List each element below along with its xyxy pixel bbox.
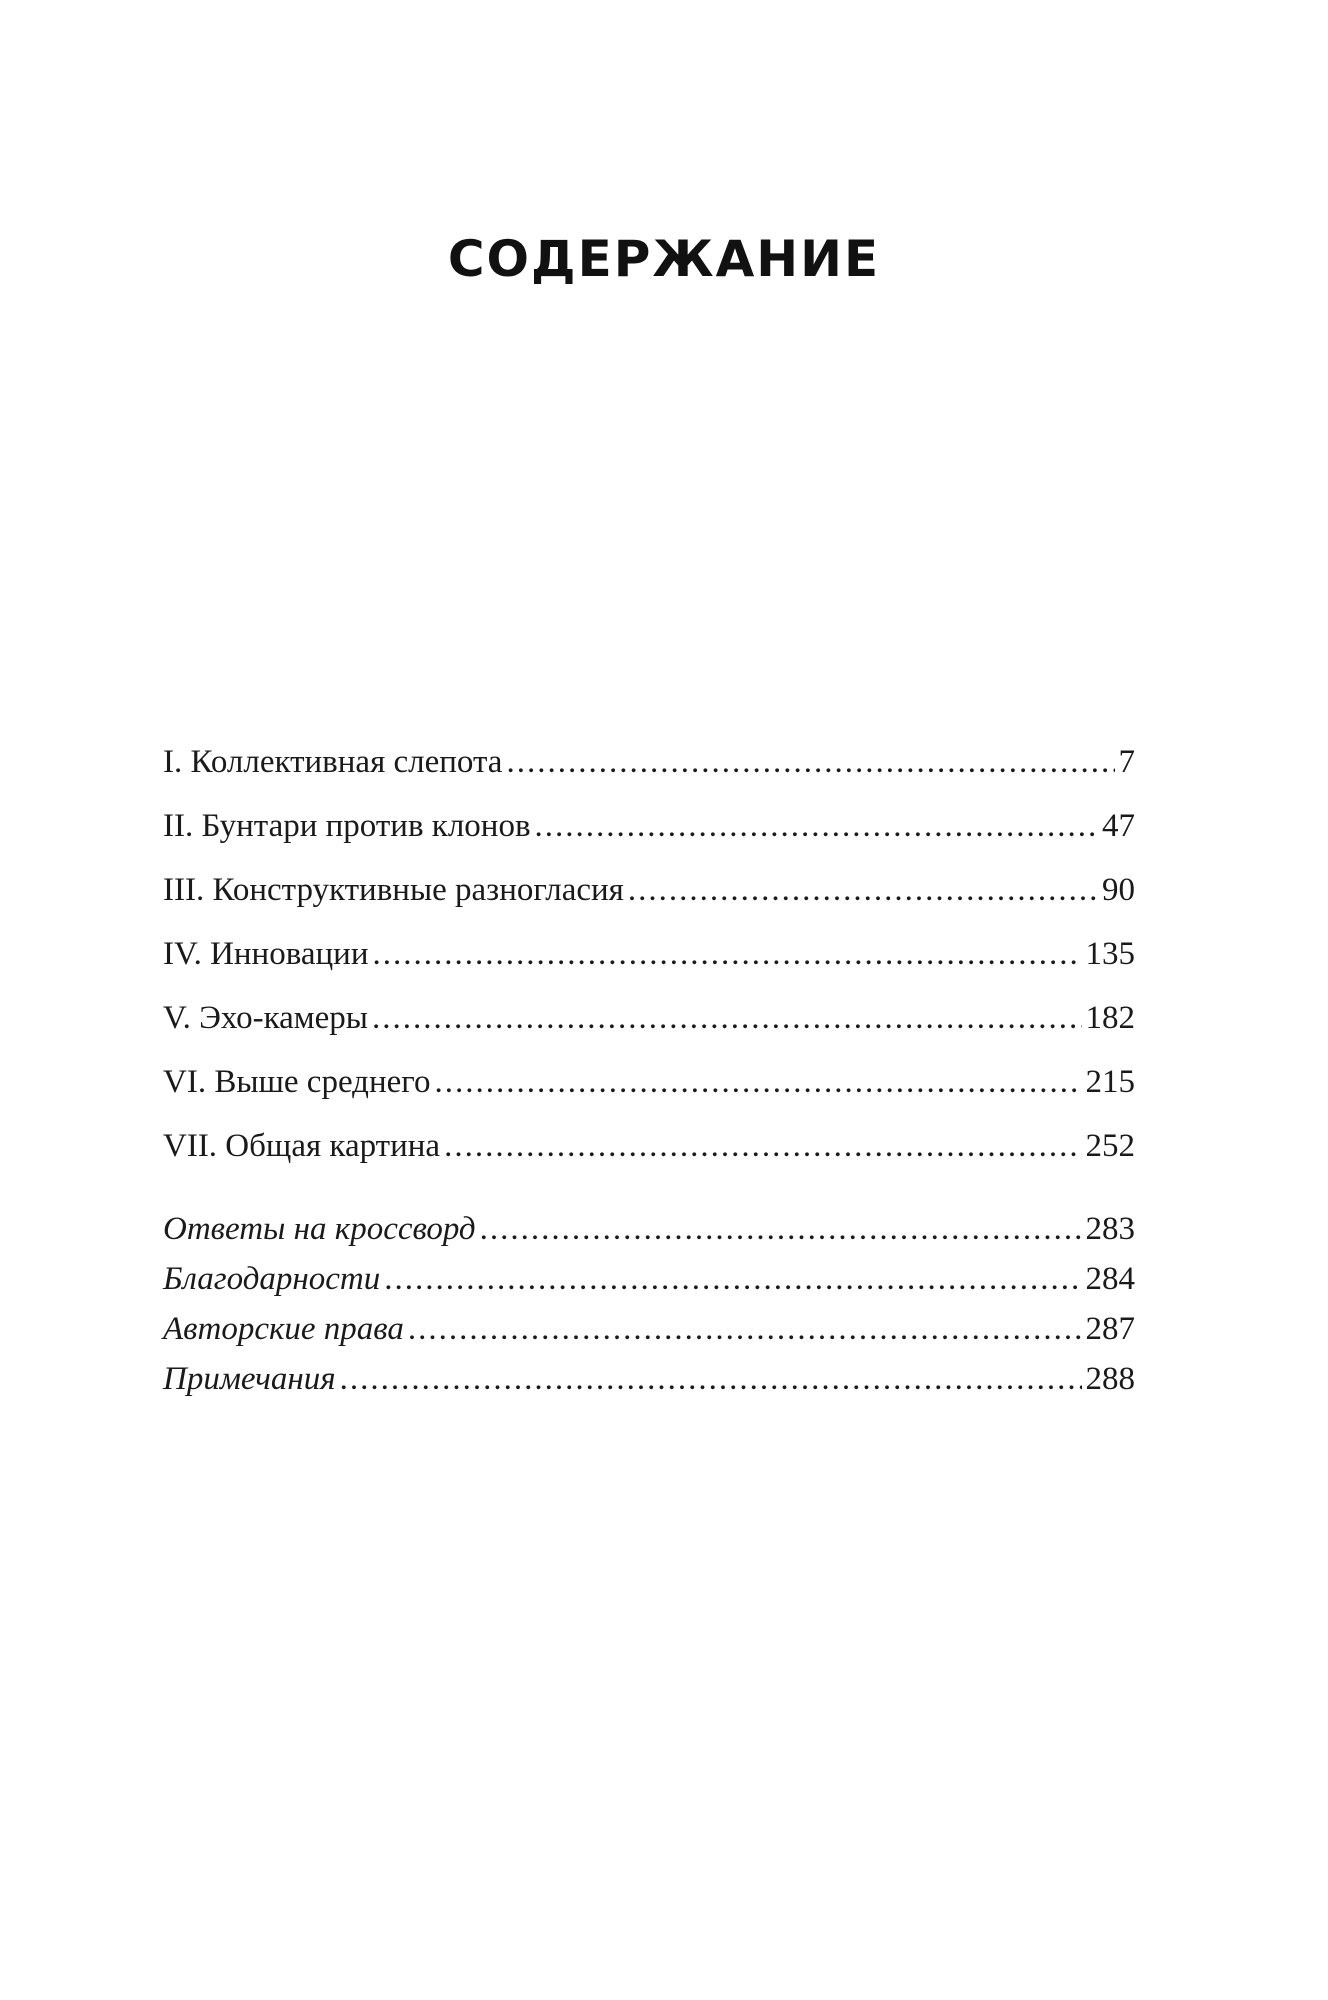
- dot-leader: [434, 1057, 1081, 1107]
- entry-title: Авторские права: [163, 1311, 404, 1347]
- entry-title: V. Эхо-камеры: [163, 1000, 368, 1036]
- toc-entry-chapter-5[interactable]: [163, 993, 1135, 1057]
- entry-title: I. Коллективная слепота: [163, 744, 503, 780]
- dot-leader: [506, 737, 1114, 787]
- page-number: 182: [1085, 1000, 1135, 1036]
- page-number: 252: [1085, 1128, 1135, 1164]
- dot-leader: [535, 801, 1098, 851]
- toc-entry-chapter-3[interactable]: [163, 865, 1135, 929]
- toc-entry-crossword-answers[interactable]: [163, 1204, 1135, 1254]
- chapter-list: [163, 737, 1135, 1185]
- dot-leader: [340, 1354, 1082, 1404]
- dot-leader: [628, 865, 1098, 915]
- entry-title: Примечания: [163, 1361, 336, 1397]
- toc-entry-chapter-7[interactable]: [163, 1121, 1135, 1185]
- page-title: СОДЕРЖАНИЕ: [447, 229, 881, 288]
- page-number: 287: [1085, 1311, 1135, 1347]
- toc-entry-chapter-6[interactable]: [163, 1057, 1135, 1121]
- entry-title: VI. Выше среднего: [163, 1064, 431, 1100]
- dot-leader: [408, 1304, 1082, 1354]
- page-number: 47: [1102, 808, 1135, 844]
- dot-leader: [444, 1121, 1081, 1171]
- page-number: 215: [1085, 1064, 1135, 1100]
- entry-title: VII. Общая картина: [163, 1128, 441, 1164]
- page-number: 284: [1085, 1261, 1135, 1297]
- entry-title: III. Конструктивные разногласия: [163, 872, 624, 908]
- dot-leader: [384, 1254, 1081, 1304]
- entry-title: Благодарности: [163, 1261, 381, 1297]
- toc-entry-chapter-4[interactable]: [163, 929, 1135, 993]
- toc-entry-chapter-1[interactable]: [163, 737, 1135, 801]
- dot-leader: [480, 1204, 1082, 1254]
- page-number: 7: [1118, 744, 1135, 780]
- dot-leader: [372, 993, 1082, 1043]
- toc-entry-chapter-2[interactable]: [163, 801, 1135, 865]
- entry-title: Ответы на кроссворд: [163, 1211, 476, 1247]
- page-number: 283: [1085, 1211, 1135, 1247]
- toc-entry-notes[interactable]: [163, 1354, 1135, 1404]
- page-number: 288: [1085, 1361, 1135, 1397]
- backmatter-list: [163, 1204, 1135, 1404]
- entry-title: II. Бунтари против клонов: [163, 808, 531, 844]
- entry-title: IV. Инновации: [163, 936, 369, 972]
- toc-entry-acknowledgements[interactable]: [163, 1254, 1135, 1304]
- dot-leader: [373, 929, 1082, 979]
- page-number: 135: [1085, 936, 1135, 972]
- table-of-contents: [163, 737, 1135, 1404]
- page-number: 90: [1102, 872, 1135, 908]
- toc-entry-copyright[interactable]: [163, 1304, 1135, 1354]
